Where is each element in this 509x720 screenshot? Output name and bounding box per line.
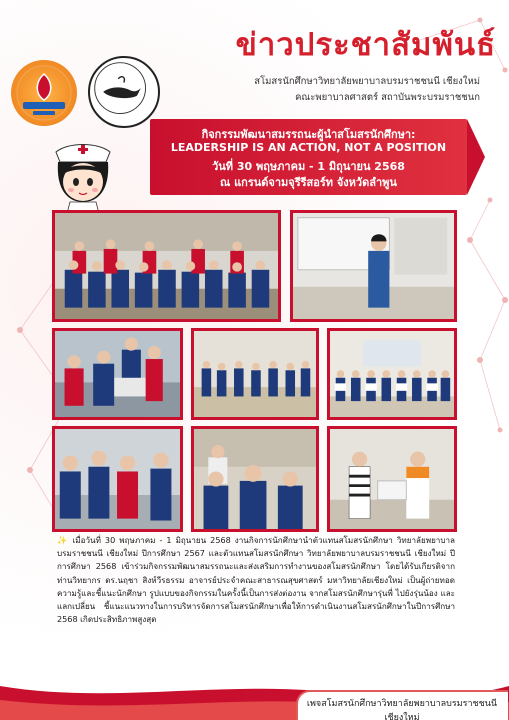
college-logo-icon (11, 60, 77, 126)
banner-line-4: ณ แกรนด์จามจุรีรีสอร์ท จังหวัดลำพูน (220, 176, 397, 189)
photo-certificates (327, 328, 457, 420)
photo-group-portrait (52, 210, 281, 322)
footer-page-name: เพจสโมสรนักศึกษาวิทยาลัยพยาบาลบรมราชชนนีเชียงใหม่ (306, 699, 498, 720)
photo-activity-2 (191, 328, 319, 420)
student-association-logo-icon (88, 56, 160, 128)
photo-activity-1 (52, 328, 183, 420)
photo-presentation (327, 426, 457, 532)
banner-line-3: วันที่ 30 พฤษภาคม - 1 มิถุนายน 2568 (212, 160, 405, 173)
faculty-name: คณะพยาบาลศาสตร์ สถาบันพระบรมราชชนก (295, 92, 480, 103)
photo-speaker-presenting (290, 210, 457, 322)
organization-name: สโมสรนักศึกษาวิทยาลัยพยาบาลบรมราชชนนี เชียงใหม่ (254, 76, 480, 87)
photo-discussion (191, 426, 319, 532)
banner-line-2: LEADERSHIP IS AN ACTION, NOT A POSITION (170, 141, 447, 154)
photo-activity-3 (52, 426, 183, 532)
banner-arrow (467, 119, 485, 195)
banner-line-1: กิจกรรมพัฒนาสมรรถนะผู้นำสโมสรนักศึกษา: (201, 128, 416, 141)
page-title: ข่าวประชาสัมพันธ์ (235, 27, 496, 63)
news-body-paragraph: ✨ เมื่อวันที่ 30 พฤษภาคม - 1 มิถุนายน 2568 งานกิจการนักศึกษานำตัวแทนสโมสรนักศึกษา วิทยาลัยพยาบาลบรมราชชนนี เชียงใหม่ ปีการศึกษา 2567 และตัวแทนสโมสรนักศึกษา วิทยาลัยพยาบาลบรมราชชนนี เชียงใหม่ ปีการศึกษา 2568 เข้าร่วมกิจกรรมพัฒนาสมรรถนะและส่งเสริมการทำงานของสโมสรนักศึกษา โดยได้รับเกียรติจากท่านวิทยากร ดร.นฤชา สิงห์วีรธรรม อาจารย์ประจำคณะสาธารณสุขศาสตร์ มหาวิทยาลัยเชียงใหม่ เป็นผู้ถ่ายทอดความรู้และชี้แนะนักศึกษา รูปแบบของกิจกรรมในครั้งนี้เป็นการส่งต่องาน จากสโมสรนักศึกษารุ่นพี่ ไปยังรุ่นน้อง และแลกเปลี่ยน ชี้แนะแนวทางในการบริหารจัดการสโมสรนักศึกษาเพื่อให้การดำเนินงานสโมสรนักศึกษาในปีการศึกษา 2568 เกิดประสิทธิภาพสูงสุด (57, 535, 455, 625)
